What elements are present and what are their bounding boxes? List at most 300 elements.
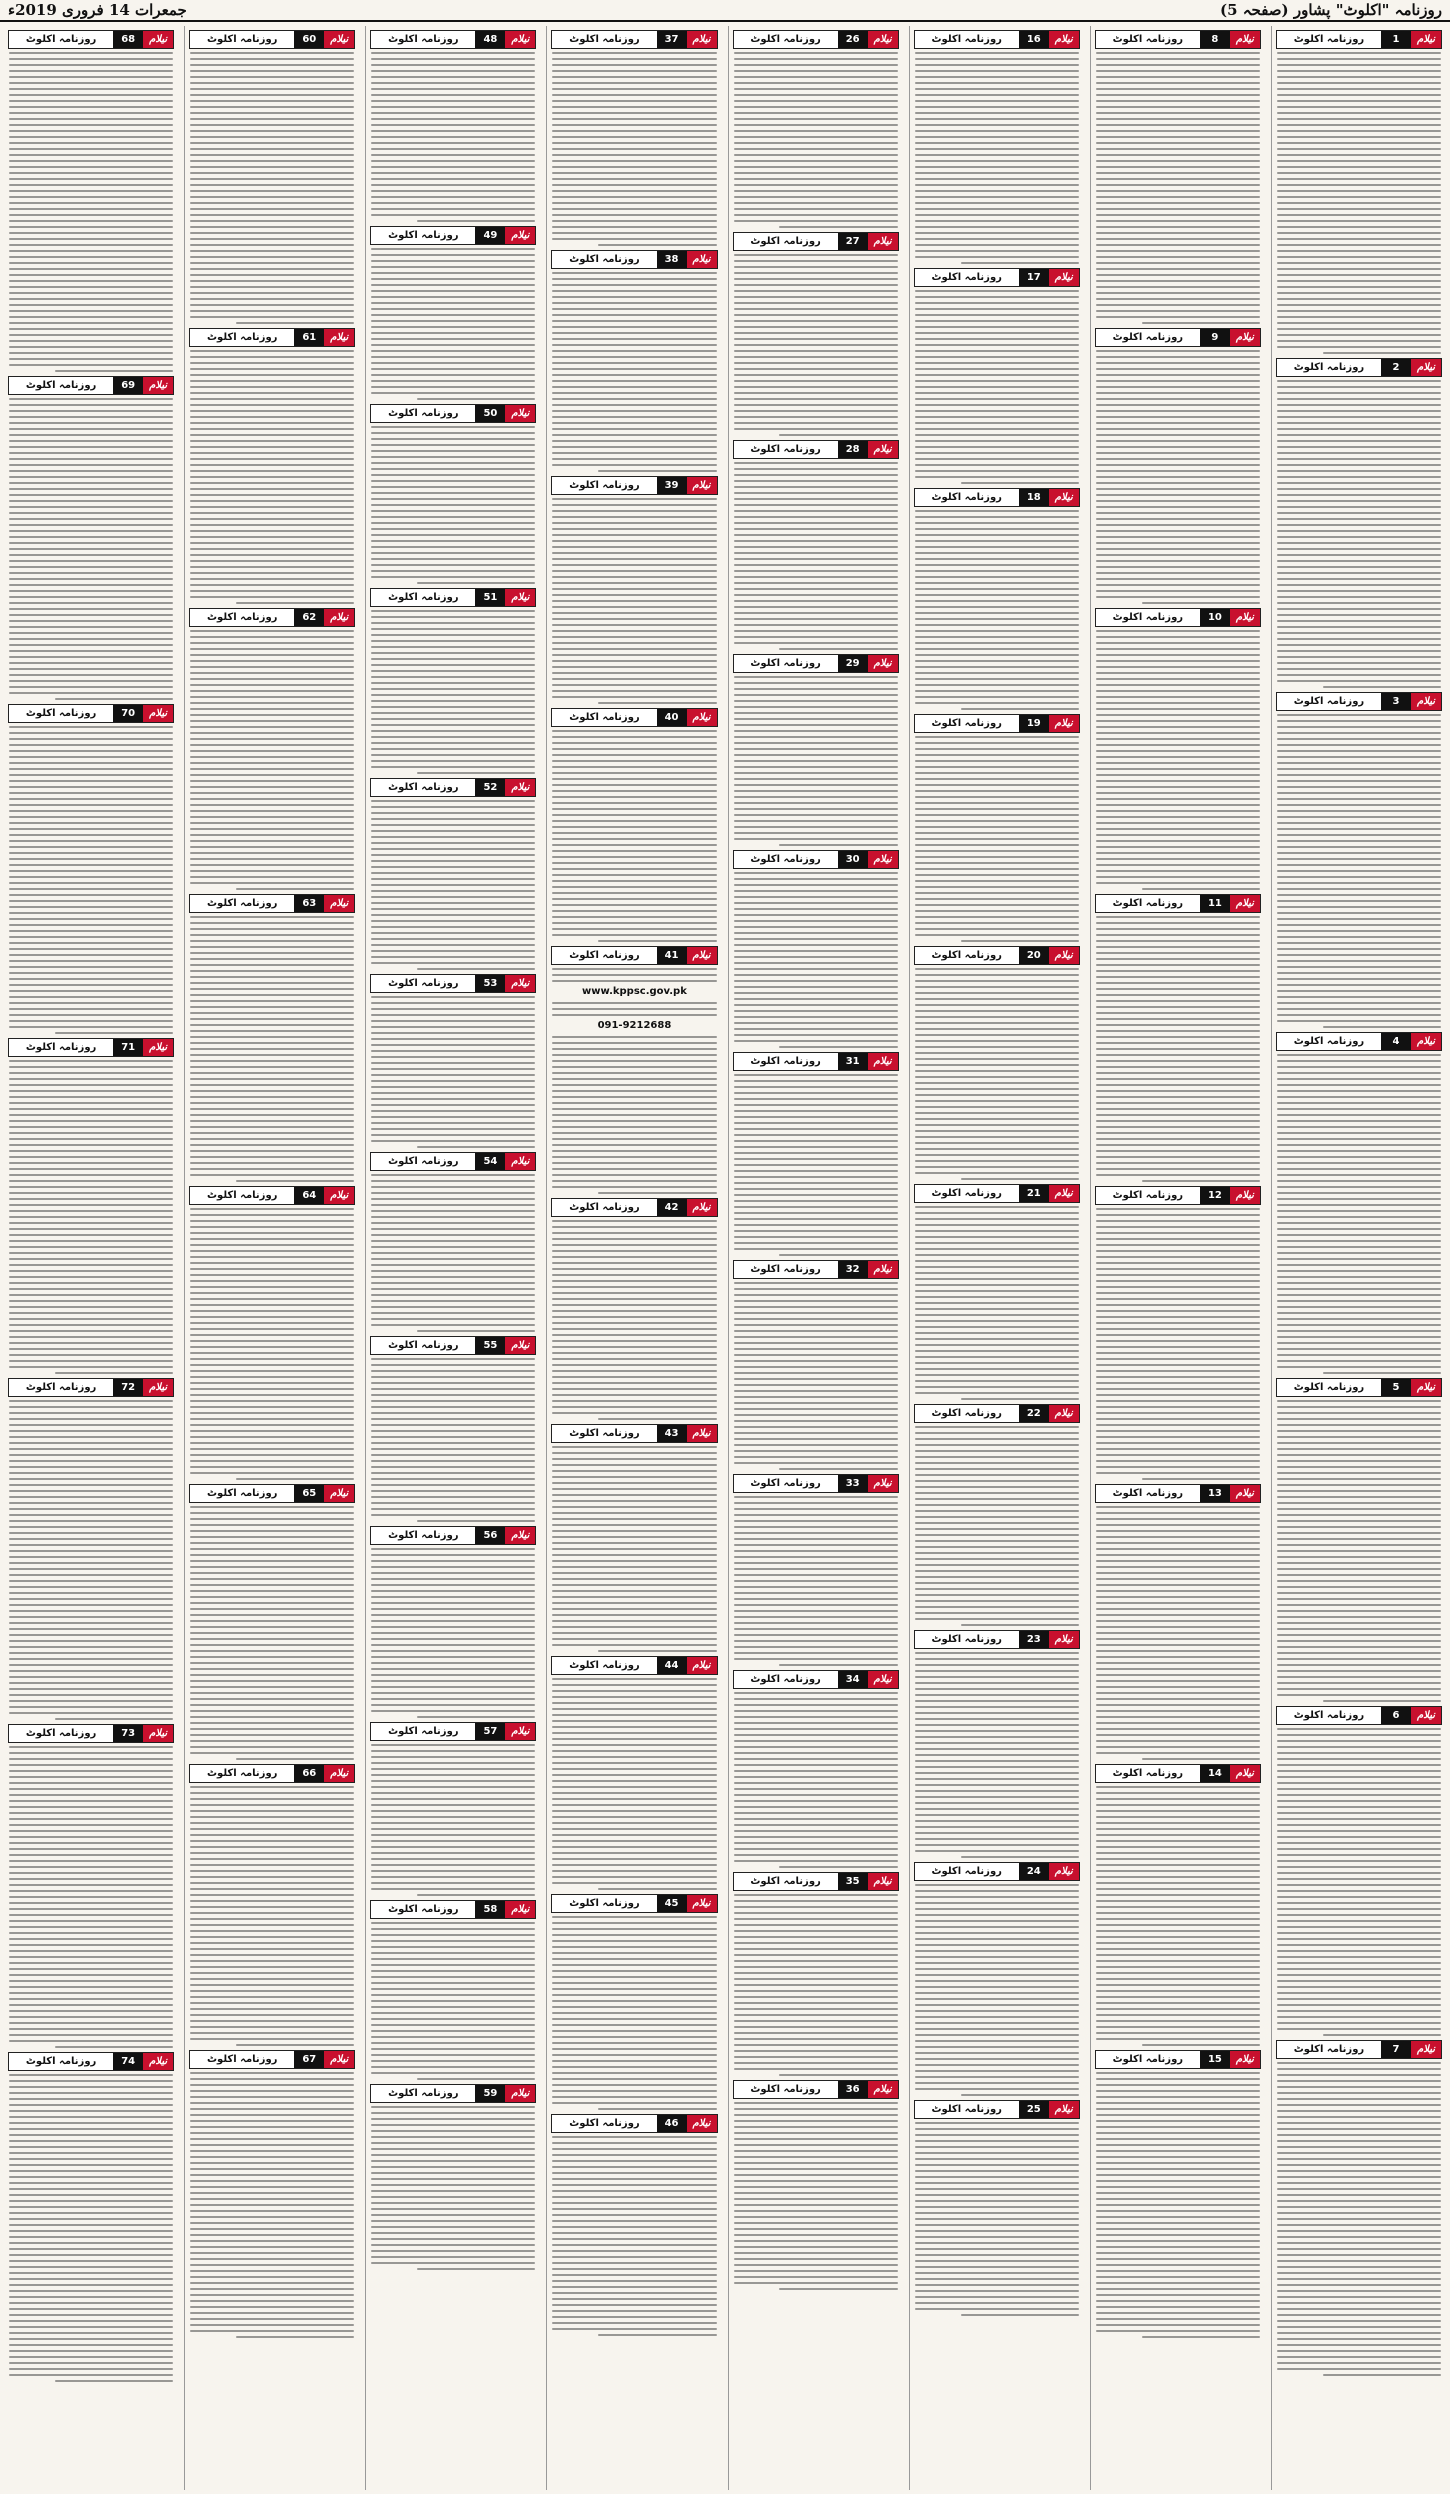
text-line xyxy=(190,2276,354,2278)
text-line xyxy=(9,1354,173,1356)
text-line xyxy=(915,404,1079,406)
text-line xyxy=(734,2026,898,2028)
text-line xyxy=(9,756,173,758)
text-line xyxy=(1096,1322,1260,1324)
text-line xyxy=(915,642,1079,644)
text-line xyxy=(371,1804,535,1806)
notice-header xyxy=(551,1198,717,1217)
text-line xyxy=(9,280,173,282)
text-line xyxy=(552,648,716,650)
text-line xyxy=(552,112,716,114)
text-line xyxy=(190,494,354,496)
text-line xyxy=(734,772,898,774)
text-line xyxy=(9,1162,173,1164)
text-line xyxy=(190,1036,354,1038)
text-line xyxy=(552,1060,716,1062)
text-line xyxy=(915,1034,1079,1036)
text-line xyxy=(190,1590,354,1592)
text-line xyxy=(190,2132,354,2134)
text-line xyxy=(915,552,1079,554)
text-line xyxy=(9,220,173,222)
notice-body xyxy=(733,1894,899,2076)
text-line xyxy=(552,772,716,774)
text-line xyxy=(371,800,535,802)
text-line xyxy=(371,2250,535,2252)
text-line xyxy=(55,698,173,700)
text-line xyxy=(190,1888,354,1890)
text-line xyxy=(1096,1728,1260,1730)
text-line xyxy=(1277,786,1441,788)
text-line xyxy=(9,1598,173,1600)
text-line xyxy=(9,464,173,466)
text-line xyxy=(734,284,898,286)
notice-header xyxy=(733,232,899,251)
text-line xyxy=(1096,804,1260,806)
text-line xyxy=(552,434,716,436)
text-line xyxy=(552,778,716,780)
text-line xyxy=(9,434,173,436)
text-line xyxy=(190,958,354,960)
text-line xyxy=(552,1762,716,1764)
text-line xyxy=(371,214,535,216)
text-line xyxy=(734,1752,898,1754)
text-line xyxy=(734,570,898,572)
text-line xyxy=(734,1580,898,1582)
text-line xyxy=(915,2266,1079,2268)
text-line xyxy=(1277,2022,1441,2024)
text-line xyxy=(9,966,173,968)
text-line xyxy=(734,600,898,602)
text-line xyxy=(1096,1448,1260,1450)
text-line xyxy=(734,1028,898,1030)
text-line xyxy=(552,1316,716,1318)
notice-header xyxy=(1276,692,1442,711)
notice-9 xyxy=(1095,324,1261,604)
notice-badge: نیلام xyxy=(1049,1405,1079,1422)
text-line xyxy=(915,392,1079,394)
text-line xyxy=(190,1680,354,1682)
text-line xyxy=(552,1512,716,1514)
text-line xyxy=(190,356,354,358)
text-line xyxy=(190,2300,354,2302)
text-line xyxy=(1096,1572,1260,1574)
text-line xyxy=(190,160,354,162)
text-line xyxy=(734,1324,898,1326)
text-line xyxy=(9,798,173,800)
text-line xyxy=(1277,1412,1441,1414)
text-line xyxy=(552,898,716,900)
text-line xyxy=(734,2162,898,2164)
text-line xyxy=(1096,1340,1260,1342)
text-line xyxy=(1096,1716,1260,1718)
text-line xyxy=(779,434,897,436)
notice-paper-name: روزنامہ اکلوٹ xyxy=(1277,31,1381,48)
text-line xyxy=(915,1736,1079,1738)
text-line xyxy=(1277,1776,1441,1778)
text-line xyxy=(190,738,354,740)
text-line xyxy=(9,136,173,138)
text-line xyxy=(371,1596,535,1598)
text-line xyxy=(371,1418,535,1420)
text-line xyxy=(1277,1198,1441,1200)
text-line xyxy=(1096,1554,1260,1556)
notice-paper-name: روزنامہ اکلوٹ xyxy=(9,1725,113,1742)
notice-body xyxy=(551,52,717,246)
text-line xyxy=(1096,1746,1260,1748)
text-line xyxy=(1096,2276,1260,2278)
text-line xyxy=(734,1532,898,1534)
text-line xyxy=(552,612,716,614)
text-line xyxy=(1096,274,1260,276)
text-line xyxy=(734,2276,898,2278)
text-line xyxy=(961,482,1079,484)
notice-badge: نیلام xyxy=(868,1671,898,1688)
text-line xyxy=(552,1096,716,1098)
text-line xyxy=(915,1486,1079,1488)
text-line xyxy=(1277,1854,1441,1856)
text-line xyxy=(915,1260,1079,1262)
text-line xyxy=(371,1602,535,1604)
text-line xyxy=(915,1106,1079,1108)
text-line xyxy=(1096,792,1260,794)
text-line xyxy=(915,238,1079,240)
text-line xyxy=(552,2316,716,2318)
text-line xyxy=(190,1966,354,1968)
text-line xyxy=(1096,446,1260,448)
text-line xyxy=(371,736,535,738)
text-line xyxy=(1096,1316,1260,1318)
text-line xyxy=(915,690,1079,692)
text-line xyxy=(190,386,354,388)
text-line xyxy=(1277,380,1441,382)
text-line xyxy=(371,2238,535,2240)
text-line xyxy=(1096,1692,1260,1694)
notice-number: 60 xyxy=(294,31,324,48)
text-line xyxy=(552,576,716,578)
text-line xyxy=(1277,554,1441,556)
text-line xyxy=(1096,1244,1260,1246)
text-line xyxy=(190,304,354,306)
text-line xyxy=(190,434,354,436)
text-line xyxy=(734,1438,898,1440)
text-line xyxy=(734,778,898,780)
text-line xyxy=(552,1078,716,1080)
text-line xyxy=(552,2148,716,2150)
text-line xyxy=(1277,1430,1441,1432)
text-line xyxy=(1096,124,1260,126)
text-line xyxy=(9,1926,173,1928)
text-line xyxy=(9,118,173,120)
text-line xyxy=(1277,1282,1441,1284)
text-line xyxy=(9,1700,173,1702)
text-line xyxy=(1277,924,1441,926)
text-line xyxy=(734,474,898,476)
text-line xyxy=(371,1186,535,1188)
text-line xyxy=(9,942,173,944)
text-line xyxy=(371,1294,535,1296)
text-line xyxy=(190,798,354,800)
text-line xyxy=(552,1928,716,1930)
text-line xyxy=(1096,1096,1260,1098)
text-line xyxy=(371,1454,535,1456)
text-line xyxy=(190,2258,354,2260)
text-line xyxy=(190,1376,354,1378)
text-line xyxy=(915,672,1079,674)
text-line xyxy=(9,2314,173,2316)
text-line xyxy=(1096,160,1260,162)
text-line xyxy=(1277,130,1441,132)
text-line xyxy=(1096,1268,1260,1270)
text-line xyxy=(1277,948,1441,950)
text-line xyxy=(734,1336,898,1338)
text-line xyxy=(1096,76,1260,78)
text-line xyxy=(734,1248,898,1250)
text-line xyxy=(9,1234,173,1236)
text-line xyxy=(9,2188,173,2190)
text-line xyxy=(9,1418,173,1420)
text-line xyxy=(734,1034,898,1036)
text-line xyxy=(779,1254,897,1256)
text-line xyxy=(552,968,716,970)
text-line xyxy=(734,1764,898,1766)
notice-body xyxy=(370,800,536,970)
text-line xyxy=(915,296,1079,298)
text-line xyxy=(1096,1918,1260,1920)
notice-70 xyxy=(8,700,174,1034)
text-line xyxy=(1277,2194,1441,2196)
text-line xyxy=(190,1244,354,1246)
text-line xyxy=(371,1888,535,1890)
notice-badge: نیلام xyxy=(868,233,898,250)
text-line xyxy=(190,1054,354,1056)
text-line xyxy=(55,1372,173,1374)
text-line xyxy=(734,1622,898,1624)
text-line xyxy=(371,248,535,250)
text-line xyxy=(734,1200,898,1202)
text-line xyxy=(552,1506,716,1508)
text-line xyxy=(371,1644,535,1646)
text-line xyxy=(552,1144,716,1146)
text-line xyxy=(1096,1752,1260,1754)
notice-header xyxy=(733,1474,899,1493)
text-line xyxy=(1096,916,1260,918)
text-line xyxy=(1096,1548,1260,1550)
text-line xyxy=(371,332,535,334)
text-line xyxy=(1096,1084,1260,1086)
text-line xyxy=(552,278,716,280)
notice-body xyxy=(1276,2062,1442,2376)
text-line xyxy=(9,876,173,878)
text-line xyxy=(734,178,898,180)
text-line xyxy=(734,314,898,316)
text-line xyxy=(1277,822,1441,824)
notice-59 xyxy=(370,2080,536,2270)
text-line xyxy=(1096,1614,1260,1616)
notice-paper-name: روزنامہ اکلوٹ xyxy=(734,2081,838,2098)
text-line xyxy=(552,690,716,692)
notice-header xyxy=(551,2114,717,2133)
text-line xyxy=(915,1344,1079,1346)
text-line xyxy=(371,1876,535,1878)
text-line xyxy=(552,1988,716,1990)
text-line xyxy=(552,1916,716,1918)
text-line xyxy=(9,1992,173,1994)
text-line xyxy=(9,680,173,682)
text-line xyxy=(734,166,898,168)
text-line xyxy=(190,470,354,472)
notice-badge: نیلام xyxy=(505,1337,535,1354)
text-line xyxy=(1096,2234,1260,2236)
text-line xyxy=(190,464,354,466)
text-line xyxy=(1096,2150,1260,2152)
text-line xyxy=(1277,1902,1441,1904)
text-line xyxy=(190,506,354,508)
text-line xyxy=(1096,1542,1260,1544)
text-line xyxy=(734,1152,898,1154)
text-line xyxy=(915,2070,1079,2072)
text-line xyxy=(915,2182,1079,2184)
text-line xyxy=(9,494,173,496)
text-line xyxy=(371,610,535,612)
text-line xyxy=(734,462,898,464)
text-line xyxy=(9,106,173,108)
text-line xyxy=(734,1318,898,1320)
text-line xyxy=(1277,960,1441,962)
notice-badge: نیلام xyxy=(687,709,717,726)
text-line xyxy=(190,1370,354,1372)
text-line xyxy=(190,2240,354,2242)
text-line xyxy=(371,1436,535,1438)
text-line xyxy=(734,1140,898,1142)
text-line xyxy=(371,1548,535,1550)
notice-header xyxy=(914,714,1080,733)
text-line xyxy=(9,2116,173,2118)
text-line xyxy=(371,1128,535,1130)
text-line xyxy=(190,1608,354,1610)
text-line xyxy=(190,292,354,294)
text-line xyxy=(1277,596,1441,598)
text-line xyxy=(779,1664,897,1666)
text-line xyxy=(1277,1962,1441,1964)
notice-header xyxy=(551,946,717,965)
text-line xyxy=(9,1014,173,1016)
text-line xyxy=(190,732,354,734)
text-line xyxy=(190,1262,354,1264)
notice-body xyxy=(8,398,174,700)
text-line xyxy=(1277,1938,1441,1940)
text-line xyxy=(552,1174,716,1176)
text-line xyxy=(371,1358,535,1360)
text-line xyxy=(552,1840,716,1842)
text-line xyxy=(552,1638,716,1640)
notice-18 xyxy=(914,484,1080,710)
text-line xyxy=(1277,2218,1441,2220)
text-line xyxy=(1277,1264,1441,1266)
notice-body xyxy=(189,1786,355,2046)
notice-body xyxy=(1276,1728,1442,2036)
text-line xyxy=(371,1560,535,1562)
notice-number: 67 xyxy=(294,2051,324,2068)
text-line xyxy=(190,2186,354,2188)
text-line xyxy=(779,226,897,228)
notice-body xyxy=(914,510,1080,710)
text-line xyxy=(9,530,173,532)
text-line xyxy=(961,262,1079,264)
text-line xyxy=(915,1124,1079,1126)
notice-badge: نیلام xyxy=(324,1765,354,1782)
notice-badge: نیلام xyxy=(687,31,717,48)
text-line xyxy=(190,2270,354,2272)
text-line xyxy=(734,712,898,714)
text-line xyxy=(734,2032,898,2034)
text-line xyxy=(1096,1364,1260,1366)
text-line xyxy=(552,308,716,310)
text-line xyxy=(734,730,898,732)
text-line xyxy=(552,1964,716,1966)
text-line xyxy=(915,214,1079,216)
text-line xyxy=(190,1214,354,1216)
text-line xyxy=(552,100,716,102)
notice-paper-name: روزنامہ اکلوٹ xyxy=(371,1901,475,1918)
text-line xyxy=(1096,368,1260,370)
text-line xyxy=(9,1818,173,1820)
text-line xyxy=(190,714,354,716)
text-line xyxy=(9,632,173,634)
text-line xyxy=(915,64,1079,66)
notice-number: 53 xyxy=(475,975,505,992)
text-line xyxy=(1096,524,1260,526)
text-line xyxy=(1277,452,1441,454)
text-line xyxy=(371,1174,535,1176)
text-line xyxy=(598,470,716,472)
text-line xyxy=(371,426,535,428)
text-line xyxy=(734,706,898,708)
notice-number: 32 xyxy=(838,1261,868,1278)
text-line xyxy=(9,1096,173,1098)
text-line xyxy=(552,1292,716,1294)
text-line xyxy=(190,1030,354,1032)
text-line xyxy=(734,2132,898,2134)
text-line xyxy=(371,836,535,838)
text-line xyxy=(552,856,716,858)
text-line xyxy=(915,124,1079,126)
text-line xyxy=(1096,1846,1260,1848)
notice-number: 45 xyxy=(657,1895,687,1912)
text-line xyxy=(1096,1262,1260,1264)
text-line xyxy=(915,1088,1079,1090)
text-line xyxy=(190,2228,354,2230)
notice-body xyxy=(1095,2072,1261,2338)
text-line xyxy=(190,1816,354,1818)
text-line xyxy=(9,870,173,872)
text-line xyxy=(190,584,354,586)
text-line xyxy=(915,1826,1079,1828)
notice-body xyxy=(914,2122,1080,2316)
text-line xyxy=(1277,918,1441,920)
text-line xyxy=(915,850,1079,852)
text-line xyxy=(915,1974,1079,1976)
text-line xyxy=(9,1514,173,1516)
text-line xyxy=(1096,696,1260,698)
text-line xyxy=(552,1226,716,1228)
text-line xyxy=(9,190,173,192)
text-line xyxy=(1277,744,1441,746)
text-line xyxy=(1096,1828,1260,1830)
text-line xyxy=(190,2078,354,2080)
notice-body xyxy=(189,2072,355,2338)
text-line xyxy=(734,208,898,210)
text-line xyxy=(915,1224,1079,1226)
